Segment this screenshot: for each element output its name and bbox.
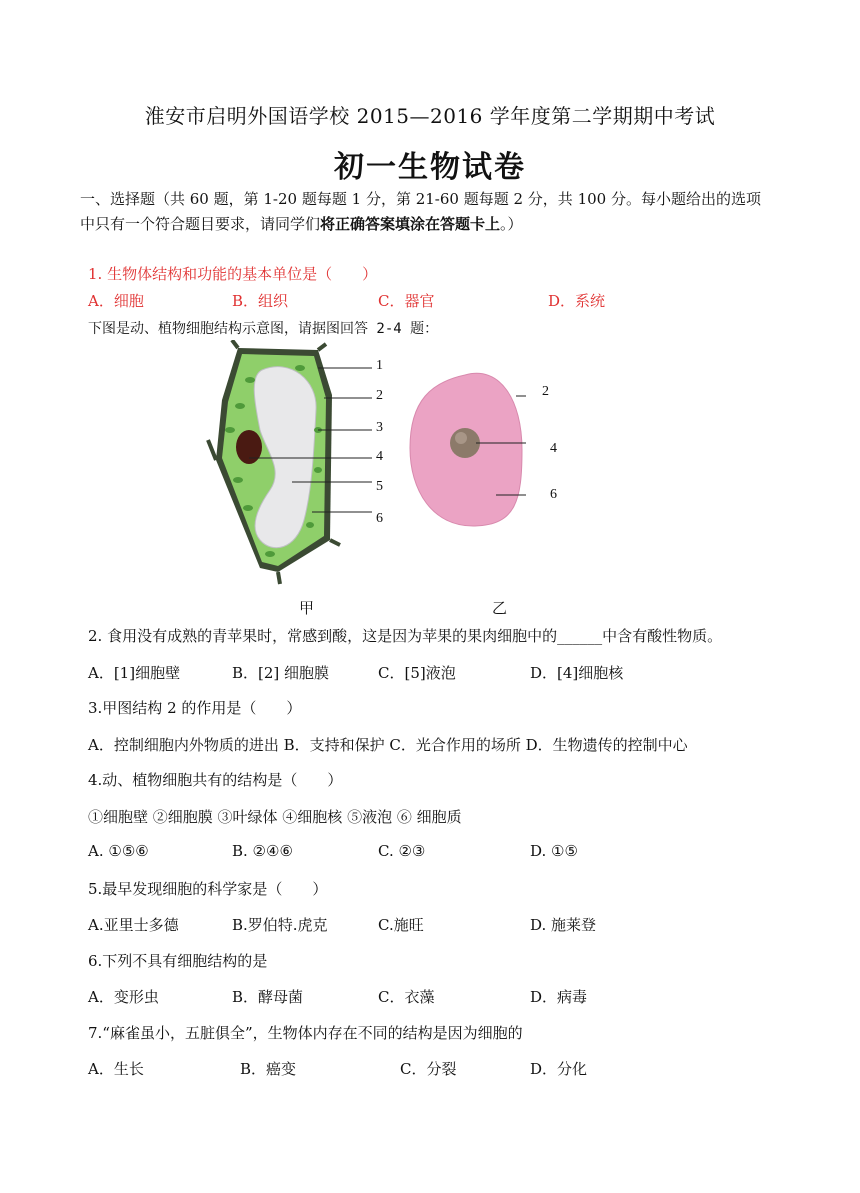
question-5-option-d: D. 施莱登	[530, 916, 597, 934]
question-6-option-d: D．病毒	[530, 988, 588, 1006]
instructions-end: 。）	[500, 215, 523, 233]
instructions-emphasis: 将正确答案填涂在答题卡上	[320, 215, 501, 233]
question-7-option-c: C．分裂	[400, 1060, 457, 1078]
instructions-line-2	[80, 212, 780, 237]
question-2-stem: 2. 食用没有成熟的青苹果时，常感到酸，这是因为苹果的果肉细胞中的______中含有酸性物质。	[88, 627, 723, 645]
plant-label-1: 1	[376, 358, 383, 373]
plant-wall-stub	[232, 340, 238, 348]
subject-title: 初一生物试卷	[334, 150, 526, 185]
question-4-option-b: B. ②④⑥	[232, 842, 293, 860]
chloroplast	[233, 477, 243, 483]
plant-wall-stub	[318, 344, 326, 350]
question-5-option-b: B.罗伯特.虎克	[232, 916, 328, 934]
page-title: 淮安市启明外国语学校 2015—2016 学年度第二学期期中考试	[144, 104, 716, 128]
chloroplast	[245, 377, 255, 383]
animal-nucleus	[450, 428, 480, 458]
figure-caption-left: 甲	[299, 599, 315, 617]
question-4-items: ①细胞壁 ②细胞膜 ③叶绿体 ④细胞核 ⑤液泡 ⑥ 细胞质	[88, 808, 462, 826]
plant-label-5: 5	[376, 479, 383, 494]
section-instructions	[80, 187, 780, 237]
question-2-option-c: C．[5]液泡	[378, 664, 456, 682]
plant-wall-stub	[278, 572, 280, 584]
question-4-option-c: C. ②③	[378, 842, 426, 860]
question-5-option-c: C.施旺	[378, 916, 424, 934]
figure-caption-right: 乙	[492, 599, 508, 617]
question-1-option-d: D．系统	[548, 292, 606, 310]
plant-wall-stub	[208, 440, 216, 460]
question-1-option-a: A．细胞	[88, 292, 144, 310]
question-6-stem: 6.下列不具有细胞结构的是	[88, 952, 268, 970]
animal-cell	[410, 373, 526, 526]
chloroplast	[243, 505, 253, 511]
question-7-stem: 7.“麻雀虽小，五脏俱全”，生物体内存在不同的结构是因为细胞的	[88, 1024, 523, 1042]
question-4-option-a: A. ①⑤⑥	[88, 842, 149, 860]
question-6-option-b: B．酵母菌	[232, 988, 304, 1006]
question-7-option-d: D．分化	[530, 1060, 588, 1078]
animal-label-6: 6	[550, 487, 557, 502]
chloroplast	[295, 365, 305, 371]
question-7-option-b: B．癌变	[240, 1060, 297, 1078]
question-2-option-a: A．[1]细胞壁	[88, 664, 181, 682]
plant-label-3: 3	[376, 420, 383, 435]
question-1-option-b: B．组织	[232, 292, 289, 310]
instructions-line-1: 一、选择题（共 60 题，第 1-20 题每题 1 分，第 21-60 题每题 2 分，共 100 分。每小题给出的选项	[80, 190, 761, 208]
chloroplast	[235, 403, 245, 409]
cell-diagram	[200, 340, 600, 590]
plant-nucleus	[236, 430, 262, 464]
figure-intro: 下图是动、植物细胞结构示意图，请据图回答 2-4 题：	[88, 321, 439, 337]
question-2-option-b: B．[2] 细胞膜	[232, 664, 330, 682]
animal-label-4: 4	[550, 441, 557, 456]
chloroplast	[265, 551, 275, 557]
question-1-option-c: C．器官	[378, 292, 435, 310]
instructions-text: 中只有一个符合题目要求，请同学们	[80, 215, 321, 233]
question-1-stem: 1. 生物体结构和功能的基本单位是（ ）	[88, 265, 378, 283]
question-4-stem: 4.动、植物细胞共有的结构是（ ）	[88, 771, 343, 789]
plant-cell	[208, 340, 372, 584]
question-3-options: A．控制细胞内外物质的进出 B．支持和保护 C．光合作用的场所 D．生物遗传的控制中心	[88, 736, 688, 754]
question-6-option-a: A．变形虫	[88, 988, 159, 1006]
plant-label-2: 2	[376, 388, 383, 403]
plant-wall-stub	[330, 540, 340, 545]
chloroplast	[314, 467, 322, 473]
plant-label-4: 4	[376, 449, 383, 464]
question-5-stem: 5.最早发现细胞的科学家是（ ）	[88, 880, 328, 898]
plant-label-6: 6	[376, 511, 383, 526]
question-6-option-c: C．衣藻	[378, 988, 435, 1006]
question-7-option-a: A．生长	[88, 1060, 144, 1078]
nucleus-highlight	[455, 432, 467, 444]
animal-label-2: 2	[542, 384, 549, 399]
chloroplast	[306, 522, 314, 528]
question-5-option-a: A.亚里士多德	[88, 916, 179, 934]
chloroplast	[225, 427, 235, 433]
question-3-stem: 3.甲图结构 2 的作用是（ ）	[88, 699, 302, 717]
question-2-option-d: D．[4]细胞核	[530, 664, 624, 682]
cell-diagram-figure	[200, 340, 600, 590]
question-4-option-d: D. ①⑤	[530, 842, 578, 860]
